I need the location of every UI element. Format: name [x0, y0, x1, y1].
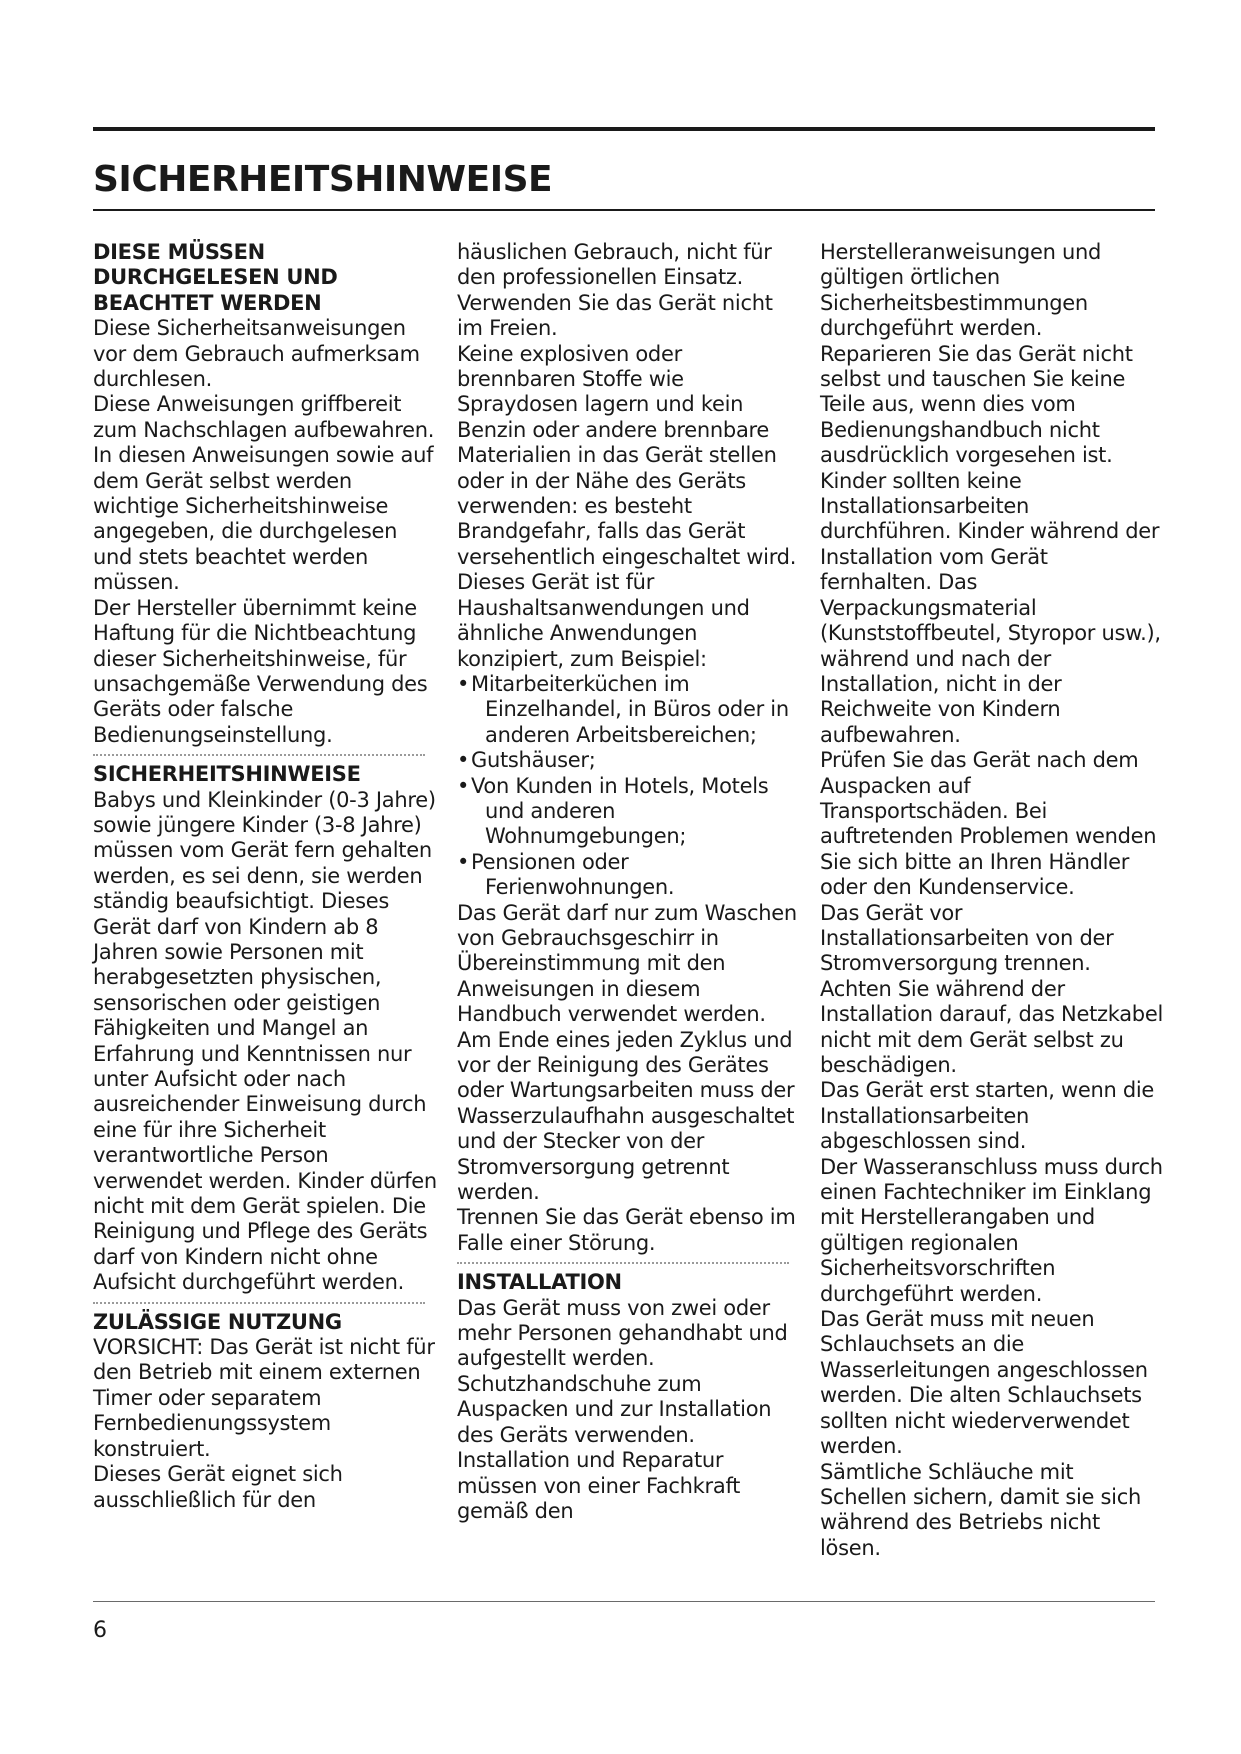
top-rule — [93, 127, 1155, 131]
bullet-icon: • — [457, 849, 470, 874]
bullet-icon: • — [457, 748, 470, 773]
paragraph: VORSICHT: Das Gerät ist nicht für den Betrieb mit einem externen Timer oder separatem Fernbedienungssystem konstruiert. — [93, 1335, 435, 1461]
paragraph: Herstelleranweisungen und gültigen örtlichen Sicherheitsbestimmungen durchgeführt werden. — [820, 240, 1102, 341]
paragraph: Das Gerät vor Installationsarbeiten von der Stromversorgung trennen. — [820, 900, 1114, 976]
list-item-text: Mitarbeiterküchen im Einzelhandel, in Büros oder in anderen Arbeitsbereichen; — [471, 671, 789, 747]
dotted-separator — [93, 754, 425, 756]
bullet-icon: • — [457, 671, 470, 696]
paragraph: Keine explosiven oder brennbaren Stoffe wie Spraydosen lagern und kein Benzin oder andere brennbare Materialien in das Gerät stellen oder in der Nähe des Geräts verwenden: es besteht Brandgefahr, falls das Gerät versehentlich eingeschaltet wird. — [457, 341, 797, 569]
paragraph: Das Gerät muss von zwei oder mehr Personen gehandhabt und aufgestellt werden. — [457, 1295, 788, 1371]
list-item — [457, 748, 802, 773]
paragraph: Kinder sollten keine Installationsarbeiten durchführen. Kinder während der Installation vom Gerät fernhalten. Das Verpackungsmaterial (Kunststoffbeutel, Styropor usw.), während und nach der Installation, nicht in der Reichweite von Kindern aufbewahren. — [820, 468, 1161, 747]
page-number: 6 — [93, 1618, 107, 1643]
list-item — [457, 672, 802, 748]
list-item — [457, 850, 802, 901]
list-item-text: Von Kunden in Hotels, Motels und anderen Wohnumgebungen; — [471, 773, 769, 849]
paragraph: Trennen Sie das Gerät ebenso im Falle einer Störung. — [457, 1205, 796, 1255]
paragraph: Das Gerät darf nur zum Waschen von Gebrauchsgeschirr in Übereinstimmung mit den Anweisungen in diesem Handbuch verwendet werden. — [457, 900, 797, 1027]
column-3 — [820, 240, 1165, 1561]
title-underline — [93, 209, 1155, 211]
paragraph: Diese Sicherheitsanweisungen vor dem Gebrauch aufmerksam durchlesen. — [93, 316, 420, 392]
paragraph: Prüfen Sie das Gerät nach dem Auspacken auf Transportschäden. Bei auftretenden Problemen wenden Sie sich bitte an Ihren Händler oder den Kundenservice. — [820, 748, 1157, 900]
paragraph: Das Gerät erst starten, wenn die Installationsarbeiten abgeschlossen sind. — [820, 1078, 1155, 1154]
paragraph: Achten Sie während der Installation darauf, das Netzkabel nicht mit dem Gerät selbst zu beschädigen. — [820, 976, 1163, 1077]
paragraph: Schutzhandschuhe zum Auspacken und zur Installation des Geräts verwenden. — [457, 1371, 772, 1447]
heading-installation: INSTALLATION — [457, 1270, 622, 1295]
paragraph: Dieses Gerät ist für Haushaltsanwendungen und ähnliche Anwendungen konzipiert, zum Beispiel: — [457, 570, 750, 671]
paragraph: Babys und Kleinkinder (0-3 Jahre) sowie jüngere Kinder (3-8 Jahre) müssen vom Gerät fern gehalten werden, es sei denn, sie werden ständig beaufsichtigt. Dieses Gerät darf von Kindern ab 8 Jahren sowie Personen mit herabgesetzten physischen, sensorischen oder geistigen Fähigkeiten und Mangel an Erfahrung und Kenntnissen nur unter Aufsicht oder nach ausreichender Einweisung durch eine für ihre Sicherheit verantwortliche Person verwendet werden. Kinder dürfen nicht mit dem Gerät spielen. Die Reinigung und Pflege des Geräts darf von Kindern nicht ohne Aufsicht durchgeführt werden. — [93, 787, 437, 1295]
paragraph: Diese Anweisungen griffbereit zum Nachschlagen aufbewahren. — [93, 392, 435, 442]
paragraph: Das Gerät muss mit neuen Schlauchsets an die Wasserleitungen angeschlossen werden. Die alten Schlauchsets sollten nicht wiederverwendet werden. — [820, 1307, 1148, 1459]
list-item — [457, 774, 802, 850]
heading-safety-notes: SICHERHEITSHINWEISE — [93, 762, 361, 787]
heading-permitted-use: ZULÄSSIGE NUTZUNG — [93, 1309, 342, 1334]
column-1 — [93, 240, 438, 1513]
paragraph: Am Ende eines jeden Zyklus und vor der Reinigung des Gerätes oder Wartungsarbeiten muss der Wasserzulaufhahn ausgeschaltet und der Stecker von der Stromversorgung getrennt werden. — [457, 1027, 795, 1205]
paragraph: Reparieren Sie das Gerät nicht selbst und tauschen Sie keine Teile aus, wenn dies vom Bedienungshandbuch nicht ausdrücklich vorgesehen ist. — [820, 341, 1133, 468]
heading-read-and-observe: DIESE MÜSSEN DURCHGELESEN UND BEACHTET WERDEN — [93, 240, 338, 315]
paragraph: Dieses Gerät eignet sich ausschließlich für den — [93, 1462, 343, 1512]
paragraph: häuslichen Gebrauch, nicht für den professionellen Einsatz. — [457, 240, 772, 290]
paragraph: Der Hersteller übernimmt keine Haftung für die Nichtbeachtung dieser Sicherheitshinweise, für unsachgemäße Verwendung des Geräts oder falsche Bedienungseinstellung. — [93, 595, 428, 747]
bullet-icon: • — [457, 773, 470, 798]
paragraph: Installation und Reparatur müssen von einer Fachkraft gemäß den — [457, 1448, 741, 1523]
paragraph: Sämtliche Schläuche mit Schellen sichern, damit sie sich während des Betriebs nicht lösen. — [820, 1459, 1141, 1560]
list-item-text: Gutshäuser; — [471, 748, 596, 773]
paragraph: In diesen Anweisungen sowie auf dem Gerät selbst werden wichtige Sicherheitshinweise angegeben, die durchgelesen und stets beachtet werden müssen. — [93, 443, 434, 595]
dotted-separator — [457, 1262, 789, 1264]
list-item-text: Pensionen oder Ferienwohnungen. — [471, 849, 675, 900]
column-2 — [457, 240, 802, 1524]
dotted-separator — [93, 1302, 425, 1304]
page-title: SICHERHEITSHINWEISE — [93, 159, 553, 200]
usage-list — [457, 672, 802, 901]
paragraph: Der Wasseranschluss muss durch einen Fachtechniker im Einklang mit Herstellerangaben und gültigen regionalen Sicherheitsvorschriften durchgeführt werden. — [820, 1154, 1163, 1306]
paragraph: Verwenden Sie das Gerät nicht im Freien. — [457, 290, 773, 341]
footer-rule — [93, 1601, 1155, 1602]
